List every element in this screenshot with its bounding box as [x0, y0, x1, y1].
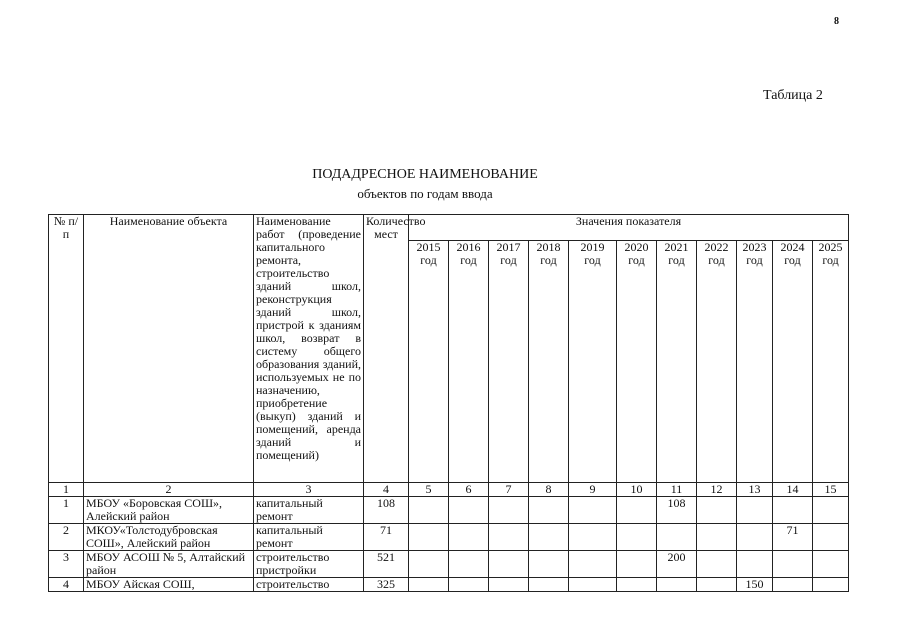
- row-number: 1: [49, 497, 84, 524]
- year-value: [489, 497, 529, 524]
- year-value: [449, 578, 489, 592]
- header-year: 2020 год: [617, 241, 657, 483]
- year-value: [529, 551, 569, 578]
- year-value: [409, 524, 449, 551]
- year-value: [489, 551, 529, 578]
- table-row: [49, 524, 849, 551]
- object-name: МКОУ«Толстодубровская СОШ», Алейский район: [84, 524, 254, 551]
- year-value: [737, 551, 773, 578]
- year-value: [569, 524, 617, 551]
- header-year: 2019 год: [569, 241, 617, 483]
- work-type: строительство: [254, 578, 364, 592]
- header-num: № п/п: [49, 215, 84, 483]
- year-value: [569, 578, 617, 592]
- year-value: [409, 578, 449, 592]
- year-value: [529, 578, 569, 592]
- row-number: 3: [49, 551, 84, 578]
- places-count: 71: [364, 524, 409, 551]
- year-value: [737, 524, 773, 551]
- year-value: [569, 497, 617, 524]
- places-count: 521: [364, 551, 409, 578]
- header-works: Наименование работ (проведение капитального ремонта, строительство зданий школ, реконструкция зданий школ, пристрой к зданиям школ, возврат в систему общего образования зданий, используемых не по назначению, приобретение (выкуп) зданий и помещений, аренда зданий и помещений): [254, 215, 364, 483]
- column-number: 14: [773, 483, 813, 497]
- year-value: [449, 551, 489, 578]
- year-value: [617, 578, 657, 592]
- header-year: 2018 год: [529, 241, 569, 483]
- column-number: 3: [254, 483, 364, 497]
- column-number: 4: [364, 483, 409, 497]
- year-value: [617, 551, 657, 578]
- column-number-row: [49, 483, 849, 497]
- header-places: Количество мест: [364, 215, 409, 483]
- column-number: 9: [569, 483, 617, 497]
- header-year: 2015 год: [409, 241, 449, 483]
- table-row: [49, 551, 849, 578]
- header-object: Наименование объекта: [84, 215, 254, 483]
- year-value: [529, 524, 569, 551]
- page-number: 8: [834, 16, 839, 27]
- column-number: 13: [737, 483, 773, 497]
- column-number: 15: [813, 483, 849, 497]
- year-value: [657, 524, 697, 551]
- year-value: [409, 551, 449, 578]
- page-title: ПОДАДРЕСНОЕ НАИМЕНОВАНИЕ: [312, 167, 538, 182]
- year-value: [697, 497, 737, 524]
- year-value: [737, 497, 773, 524]
- year-value: [813, 497, 849, 524]
- year-value: 108: [657, 497, 697, 524]
- table-label: Таблица 2: [763, 88, 823, 103]
- header-year: 2024 год: [773, 241, 813, 483]
- table-row: [49, 497, 849, 524]
- year-value: [773, 497, 813, 524]
- year-value: [409, 497, 449, 524]
- year-value: 200: [657, 551, 697, 578]
- work-type: капитальный ремонт: [254, 497, 364, 524]
- column-number: 1: [49, 483, 84, 497]
- header-year: 2017 год: [489, 241, 529, 483]
- year-value: [489, 524, 529, 551]
- places-count: 108: [364, 497, 409, 524]
- year-value: [569, 551, 617, 578]
- year-value: [617, 524, 657, 551]
- column-number: 7: [489, 483, 529, 497]
- row-number: 4: [49, 578, 84, 592]
- work-type: строительство пристройки: [254, 551, 364, 578]
- header-year: 2016 год: [449, 241, 489, 483]
- year-value: [813, 524, 849, 551]
- year-value: 71: [773, 524, 813, 551]
- year-value: [449, 524, 489, 551]
- year-value: [813, 551, 849, 578]
- work-type: капитальный ремонт: [254, 524, 364, 551]
- header-year: 2021 год: [657, 241, 697, 483]
- year-value: [697, 524, 737, 551]
- year-value: [773, 578, 813, 592]
- column-number: 6: [449, 483, 489, 497]
- header-year: 2023 год: [737, 241, 773, 483]
- year-value: [529, 497, 569, 524]
- header-year: 2025 год: [813, 241, 849, 483]
- column-number: 2: [84, 483, 254, 497]
- object-name: МБОУ Айская СОШ,: [84, 578, 254, 592]
- header-values: Значения показателя: [409, 215, 849, 241]
- column-number: 12: [697, 483, 737, 497]
- page-subtitle: объектов по годам ввода: [357, 186, 493, 201]
- column-number: 10: [617, 483, 657, 497]
- year-value: [657, 578, 697, 592]
- year-value: [617, 497, 657, 524]
- object-name: МБОУ АСОШ № 5, Алтайский район: [84, 551, 254, 578]
- column-number: 11: [657, 483, 697, 497]
- header-year: 2022 год: [697, 241, 737, 483]
- row-number: 2: [49, 524, 84, 551]
- places-count: 325: [364, 578, 409, 592]
- year-value: [697, 578, 737, 592]
- year-value: [489, 578, 529, 592]
- year-value: [813, 578, 849, 592]
- year-value: [697, 551, 737, 578]
- column-number: 5: [409, 483, 449, 497]
- column-number: 8: [529, 483, 569, 497]
- table-row: [49, 578, 849, 592]
- objects-table: [48, 214, 849, 592]
- year-value: [449, 497, 489, 524]
- year-value: [773, 551, 813, 578]
- object-name: МБОУ «Боровская СОШ», Алейский район: [84, 497, 254, 524]
- year-value: 150: [737, 578, 773, 592]
